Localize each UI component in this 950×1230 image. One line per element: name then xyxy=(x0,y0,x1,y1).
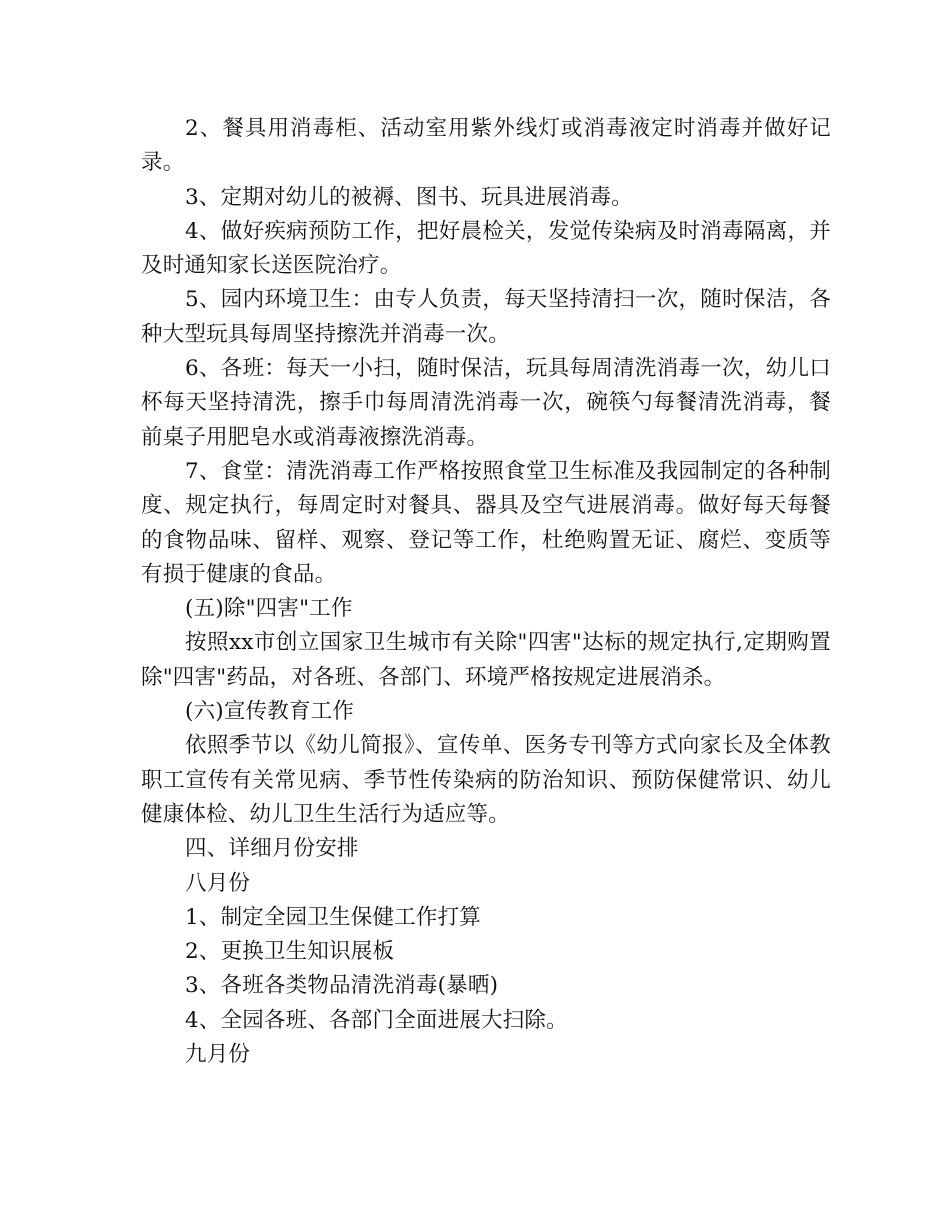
month-heading-september: 九月份 xyxy=(185,1042,251,1068)
paragraph-item-7-canteen: 7、食堂：清洗消毒工作严格按照食堂卫生标准及我园制定的各种制度、规定执行，每周定时对餐具、器具及空气进展消毒。做好每天每餐的食物品味、留样、观察、登记等工作，杜绝购置无证、腐烂、变质等有损于健康的食品。 xyxy=(141,458,831,587)
paragraph-item-4-disease-prevention: 4、做好疾病预防工作，把好晨检关，发觉传染病及时消毒隔离，并及时通知家长送医院治疗。 xyxy=(141,218,831,279)
list-item-august-1: 1、制定全园卫生保健工作打算 xyxy=(185,904,481,930)
section-heading-publicity: (六)宣传教育工作 xyxy=(185,699,355,725)
paragraph-item-2-tableware: 2、餐具用消毒柜、活动室用紫外线灯或消毒液定时消毒并做好记录。 xyxy=(141,116,831,176)
paragraph-item-6-classes: 6、各班：每天一小扫，随时保洁，玩具每周清洗消毒一次，幼儿口杯每天坚持清洗，擦手巾每周清洗消毒一次，碗筷勺每餐清洗消毒，餐前桌子用肥皂水或消毒液擦洗消毒。 xyxy=(141,356,831,450)
list-item-august-4: 4、全园各班、各部门全面进展大扫除。 xyxy=(185,1007,568,1033)
document-body xyxy=(141,112,831,1072)
month-heading-august: 八月份 xyxy=(185,870,251,896)
section-heading-pest-control: (五)除"四害"工作 xyxy=(185,596,353,622)
paragraph-item-5-environment: 5、园内环境卫生：由专人负责，每天坚持清扫一次，随时保洁，各种大型玩具每周坚持擦洗并消毒一次。 xyxy=(141,287,831,347)
list-item-august-2: 2、更换卫生知识展板 xyxy=(185,939,395,965)
paragraph-item-3-bedding: 3、定期对幼儿的被褥、图书、玩具进展消毒。 xyxy=(185,184,633,210)
section-heading-monthly-schedule: 四、详细月份安排 xyxy=(185,836,359,862)
list-item-august-3: 3、各班各类物品清洗消毒(暴晒) xyxy=(185,973,499,999)
paragraph-publicity: 依照季节以《幼儿简报》、宣传单、医务专刊等方式向家长及全体教职工宣传有关常见病、季节性传染病的防治知识、预防保健常识、幼儿健康体检、幼儿卫生生活行为适应等。 xyxy=(141,733,831,827)
paragraph-pest-control: 按照xx市创立国家卫生城市有关除"四害"达标的规定执行,定期购置除"四害"药品，对各班、各部门、环境严格按规定进展消杀。 xyxy=(141,630,831,690)
